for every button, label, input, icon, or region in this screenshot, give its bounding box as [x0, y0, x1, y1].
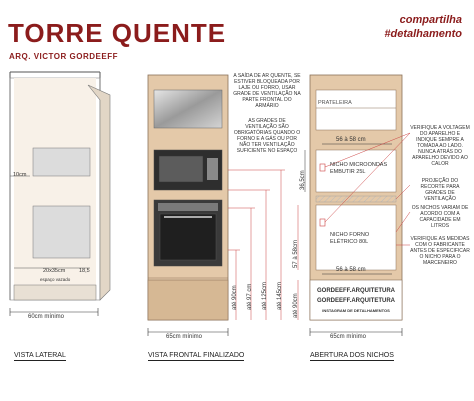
hashtag-label: #detalhamento — [384, 28, 462, 40]
front-height-3: até 125cm — [262, 281, 268, 310]
side-dim-10cm: 10cm — [13, 172, 27, 178]
note-niches: OS NICHOS VARIAM DE ACORDO COM A CAPACIDADE EM LITROS — [411, 205, 469, 229]
shelf-label: PRATELEIRA — [318, 100, 352, 106]
page-subtitle: ARQ. VICTOR GORDEEFF — [9, 52, 118, 61]
micro-niche-label: NICHO MICROONDAS EMBUTIR 25L — [330, 162, 388, 175]
oven-niche-label: NICHO FORNO ELÉTRICO 80L — [330, 232, 370, 245]
page-title: TORRE QUENTE — [8, 18, 227, 48]
brand-line-2: GORDEEFF.ARQUITETURA — [317, 298, 395, 304]
side-dim-vent: 20x35cm — [43, 268, 66, 274]
oven-height: 57 à 58cm — [293, 239, 299, 268]
front-height-1: até 90cm — [232, 285, 238, 310]
front-height-2: até 97 cm — [247, 283, 253, 310]
front-width: 65cm mínimo — [166, 334, 203, 340]
note-manufacturer: VERIFIQUE AS MEDIDAS COM O FABRICANTE ANTES DE ESPECIFICAR O NICHO PARA O MARCENEIRO — [410, 236, 470, 266]
brand-line-1: GORDEEFF.ARQUITETURA — [317, 288, 395, 294]
micro-height: 36,5cm — [300, 170, 306, 190]
side-width: 60cm mínimo — [28, 314, 65, 320]
share-label: compartilha — [399, 14, 462, 26]
niche-view-caption: ABERTURA DOS NICHOS — [310, 352, 394, 359]
brand-line-3: INSTAGRAM DE DETALHAMENTOS — [322, 308, 390, 313]
front-height-4: até 145cm — [277, 281, 283, 310]
side-gap-label: espaço vazado — [40, 277, 71, 282]
side-dim-18-5: 18,5 — [79, 268, 90, 274]
note-grids: AS GRADES DE VENTILAÇÃO SÃO OBRIGATÓRIAS QUANDO O FORNO E A GÁS OU POR NÃO TER VENTILAÇÃO SUFICIENTE NO ESPAÇO — [233, 118, 301, 154]
base-height: até 90cm — [293, 293, 299, 318]
front-view-caption: VISTA FRONTAL FINALIZADO — [148, 352, 245, 359]
note-cutout: PROJEÇÃO DO RECORTE PARA GRADES DE VENTILAÇÃO — [420, 178, 460, 202]
niche-width: 65cm mínimo — [330, 334, 367, 340]
note-hot-air: A SAÍDA DE AR QUENTE, SE ESTIVER BLOQUEADA POR LAJE OU FORRO, USAR GRADE DE VENTILAÇÃO NA PARTE FRONTAL DO ARMÁRIO — [233, 73, 301, 109]
side-view-caption: VISTA LATERAL — [14, 352, 66, 359]
note-voltage: VERIFIQUE A VOLTAGEM DO APARELHO E INDIQUE SEMPRE A TOMADA AO LADO. NUNCA ATRÁS DO APARELHO DEVIDO AO CALOR — [410, 125, 470, 167]
niche-width-bottom: 56 à 58 cm — [336, 267, 366, 273]
niche-width-top: 56 à 58 cm — [336, 137, 366, 143]
